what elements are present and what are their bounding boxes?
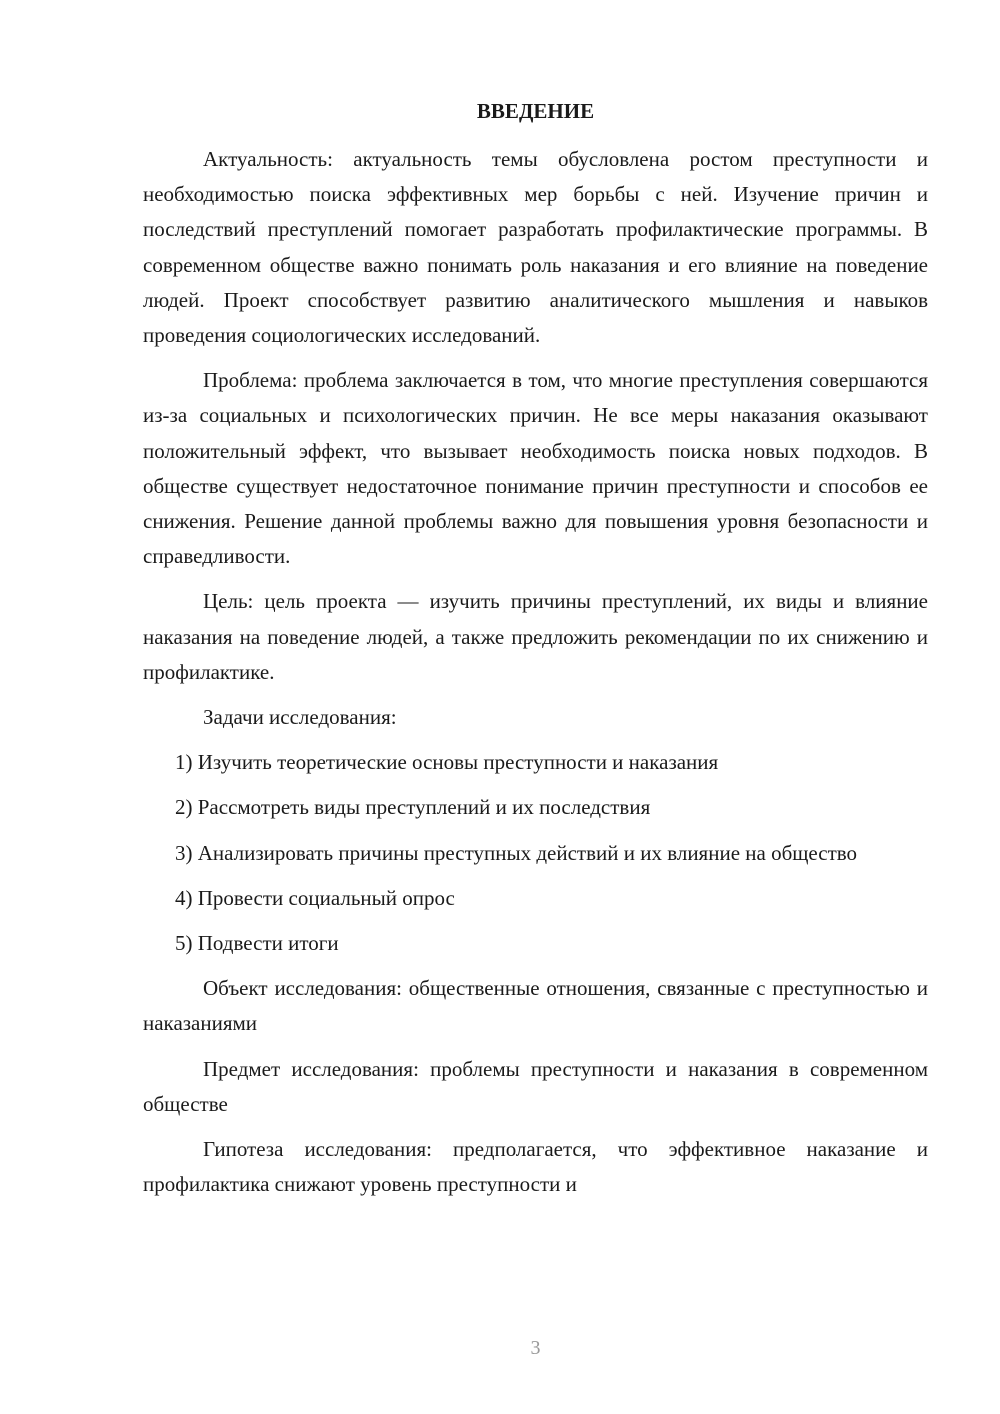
paragraph-tasks-heading: Задачи исследования: (203, 705, 397, 730)
task-item: 4) Провести социальный опрос (175, 885, 455, 910)
paragraph-subject: Предмет исследования: проблемы преступности и наказания в современном обществе (143, 1056, 928, 1116)
document-body (143, 142, 928, 1212)
task-item: 2) Рассмотреть виды преступлений и их последствия (175, 795, 651, 820)
task-item: 1) Изучить теоретические основы преступности и наказания (175, 750, 719, 775)
paragraph-problem: Проблема: проблема заключается в том, что многие преступления совершаются из-за социальных и психологических причин. Не все меры наказания оказывают положительный эффект, что вызывает необходимость поиска новых подходов. В обществе существует недостаточное понимание причин преступности и способов ее снижения. Решение данной проблемы важно для повышения уровня безопасности и справедливости. (143, 368, 928, 569)
task-item: 5) Подвести итоги (175, 931, 339, 956)
document-page (143, 0, 928, 1414)
paragraph-hypothesis: Гипотеза исследования: предполагается, что эффективное наказание и профилактика снижают уровень преступности и (143, 1137, 928, 1197)
paragraph-goal: Цель: цель проекта — изучить причины преступлений, их виды и влияние наказания на поведение людей, а также предложить рекомендации по их снижению и профилактике. (143, 589, 928, 684)
task-item: 3) Анализировать причины преступных действий и их влияние на общество (175, 840, 858, 865)
paragraph-object: Объект исследования: общественные отношения, связанные с преступностью и наказаниями (143, 976, 928, 1036)
page-number: 3 (530, 1337, 541, 1359)
paragraph-relevance: Актуальность: актуальность темы обусловлена ростом преступности и необходимостью поиска эффективных мер борьбы с ней. Изучение причин и последствий преступлений помогает разработать профилактические программы. В современном обществе важно понимать роль наказания и его влияние на поведение людей. Проект способствует развитию аналитического мышления и навыков проведения социологических исследований. (143, 147, 928, 348)
page-title: ВВЕДЕНИЕ (476, 99, 595, 123)
